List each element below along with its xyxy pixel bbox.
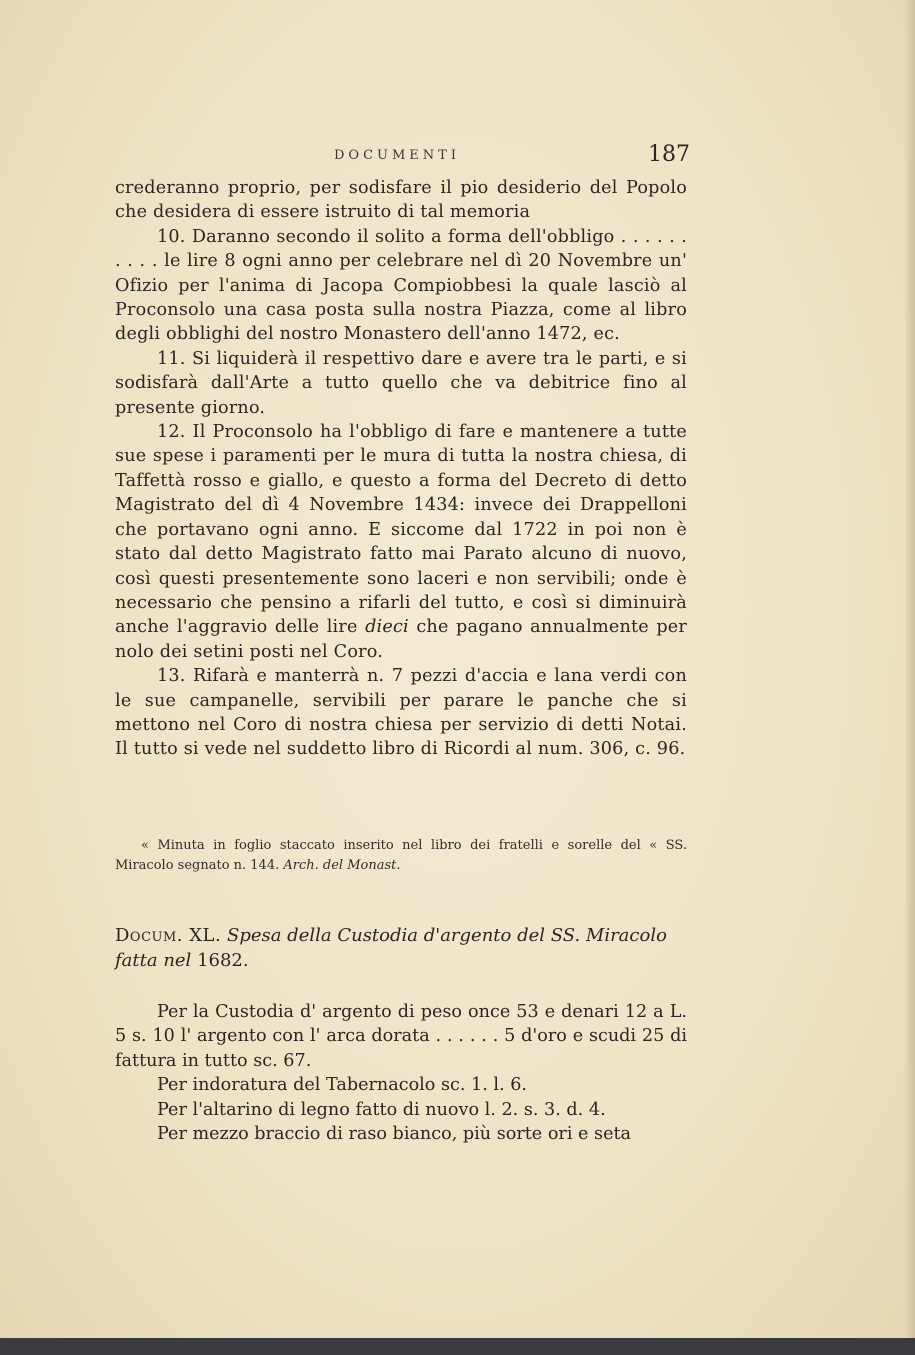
page-number: 187 — [648, 142, 690, 167]
paragraph-10: 10. Daranno secondo il solito a forma dell'obbligo . . . . . . . . . . le lire 8 ogni anno per celebrare nel dì 20 Novembre un' Ofizio per l'anima di Jacopa Compiobbesi la quale lasciò al Proconsolo una casa posta sulla nostra Piazza, come al libro degli obblighi del nostro Monastero dell'anno 1472, ec. — [115, 226, 687, 345]
document-heading — [115, 924, 687, 973]
body-text — [115, 176, 687, 762]
paragraph-12-italic: dieci — [365, 617, 409, 638]
source-note-archive: Arch. del Monast. — [283, 858, 401, 873]
paragraph-12-end: che pagano annualmente per nolo dei setini posti nel Coro. — [115, 617, 688, 662]
scan-border — [0, 1338, 915, 1355]
source-note — [115, 836, 687, 876]
source-note-text: « Minuta in foglio staccato inserito nel libro dei fratelli e sorelle del « SS. Miracolo segnato n. 144. — [115, 838, 687, 873]
expense-item: Per mezzo braccio di raso bianco, più sorte ori e seta — [157, 1124, 632, 1145]
document-title: Spesa della Custodia d'argento del SS. Miracolo fatta nel — [115, 925, 667, 971]
page-header — [334, 142, 690, 172]
page-edge — [905, 0, 915, 1355]
paragraph-12 — [115, 420, 687, 664]
paragraph-11: 11. Si liquiderà il respettivo dare e avere tra le parti, e si sodisfarà dall'Arte a tutto quello che va debitrice fino al presente giorno. — [115, 348, 687, 418]
document-year: 1682. — [197, 949, 249, 971]
expense-item: Per la Custodia d' argento di peso once 53 e denari 12 a L. 5 s. 10 l' argento con l' arca dorata . . . . . . 5 d'oro e scudi 25 di fattura in tutto sc. 67. — [115, 1002, 687, 1071]
paragraph-12-text: 12. Il Proconsolo ha l'obbligo di fare e mantenere a tutte sue spese i paramenti per le mura di tutta la nostra chiesa, di Taffettà rosso e giallo, e questo a forma del Decreto di detto Magistrato del dì 4 Novembre 1434: invece dei Drappelloni che portavano ogni anno. E siccome dal 1722 in poi non è stato dal detto Magistrato fatto mai Parato alcuno di nuovo, così questi presentemente sono laceri e non servibili; onde è necessario che pensino a rifarli del tutto, e così si diminuirà anche l'aggravio delle lire — [115, 422, 687, 638]
expense-list — [115, 1000, 687, 1146]
expense-item: Per l'altarino di legno fatto di nuovo l. 2. s. 3. d. 4. — [157, 1099, 606, 1120]
paragraph-continuation: crederanno proprio, per sodisfare il pio desiderio del Popolo che desidera di essere istruito di tal memoria — [115, 178, 687, 223]
running-title: DOCUMENTI — [334, 148, 460, 163]
expense-item: Per indoratura del Tabernacolo sc. 1. l. 6. — [157, 1075, 528, 1096]
paragraph-13: 13. Rifarà e manterrà n. 7 pezzi d'accia e lana verdi con le sue campanelle, servibili per parare le panche che si mettono nel Coro di nostra chiesa per servizio di detti Notai. Il tutto si vede nel suddetto libro di Ricordi al num. 306, c. 96. — [115, 666, 687, 760]
document-label: Docum. XL. — [115, 925, 222, 946]
